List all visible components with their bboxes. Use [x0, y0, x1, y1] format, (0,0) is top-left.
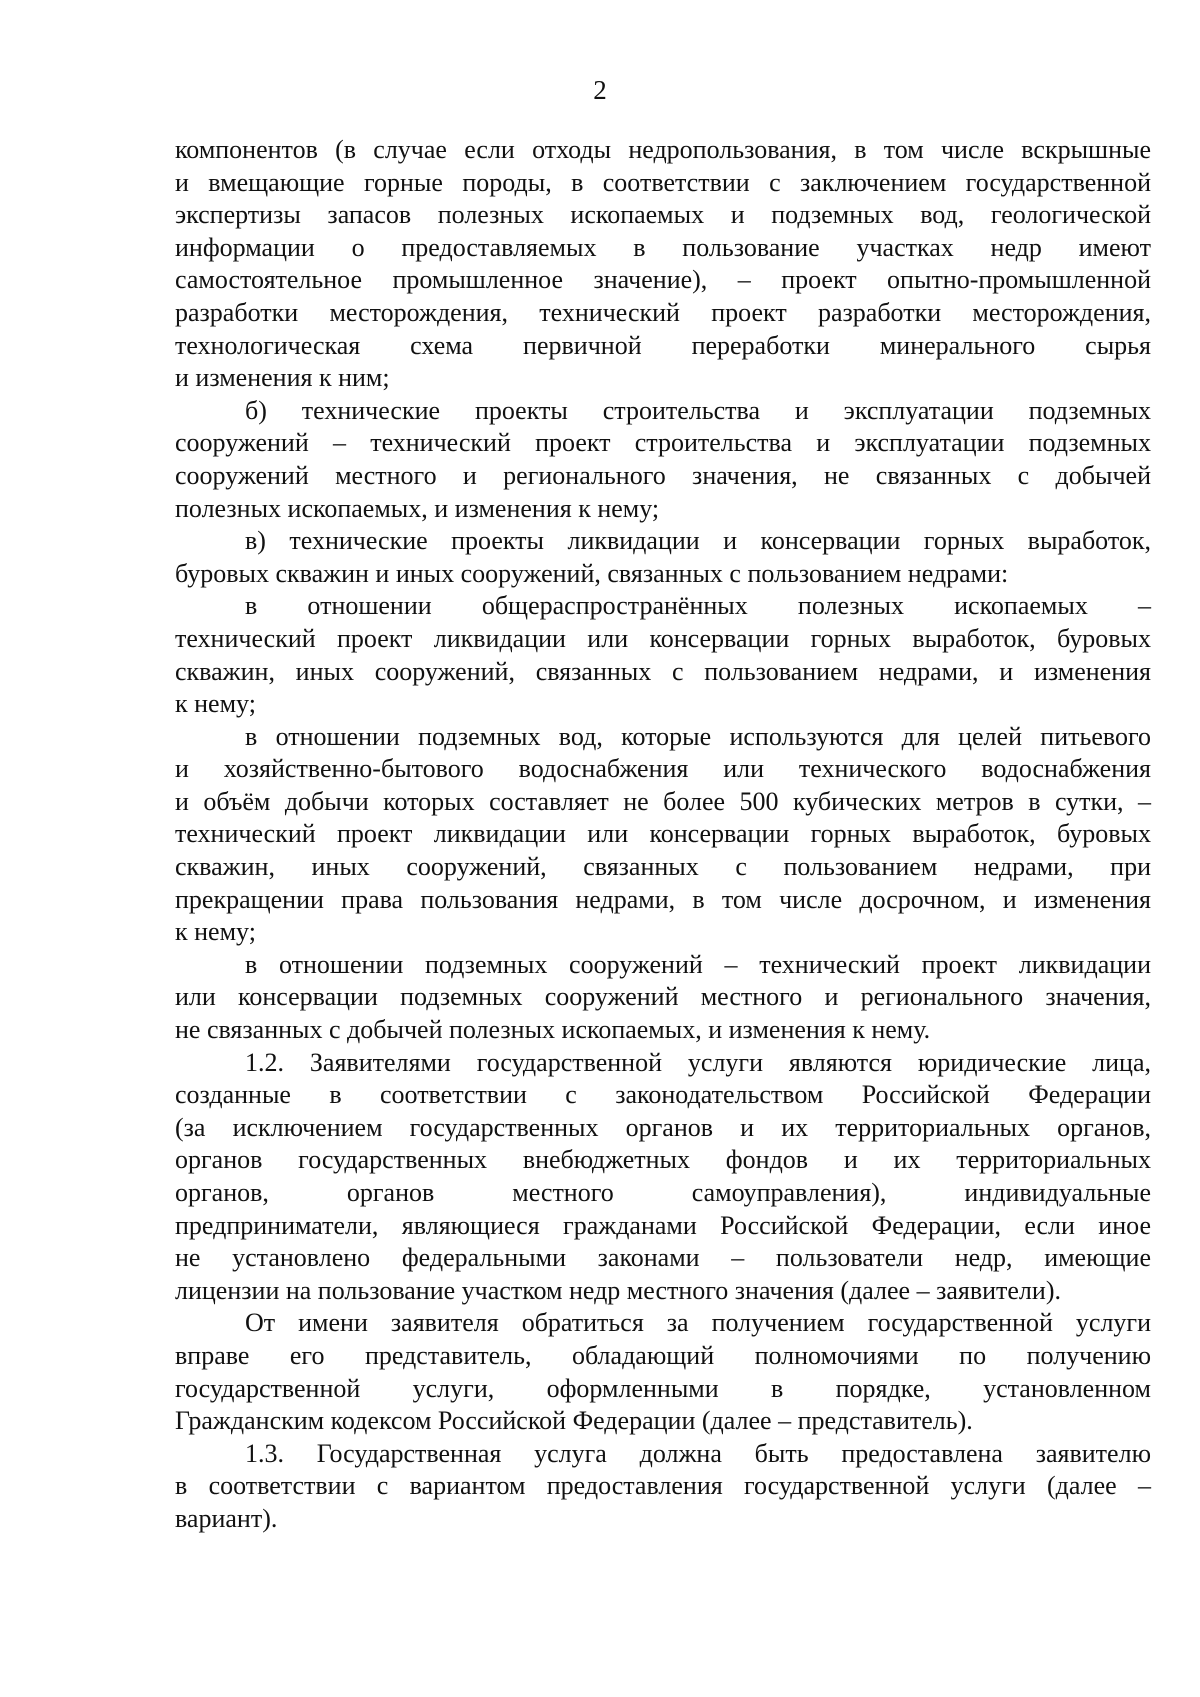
text-line: 1.3. Государственная услуга должна быть предоставлена заявителю — [245, 1438, 1151, 1468]
text-line: и вмещающие горные породы, в соответствии с заключением государственной — [175, 167, 1151, 197]
text-line: государственной услуги, оформленными в порядке, установленном — [175, 1373, 1151, 1403]
text-line: буровых скважин и иных сооружений, связанных с пользованием недрами: — [175, 558, 1009, 588]
text-line: (за исключением государственных органов и их территориальных органов, — [175, 1112, 1151, 1142]
text-line: созданные в соответствии с законодательством Российской Федерации — [175, 1080, 1151, 1110]
text-line: сооружений – технический проект строительства и эксплуатации подземных — [175, 428, 1151, 458]
paragraph — [175, 1047, 1151, 1308]
text-line: компонентов (в случае если отходы недропользования, в том числе вскрышные — [175, 135, 1151, 164]
text-line: экспертизы запасов полезных ископаемых и подземных вод, геологической — [175, 200, 1151, 230]
paragraph — [175, 590, 1151, 720]
text-line: не установлено федеральными законами – пользователи недр, имеющие — [175, 1243, 1151, 1273]
text-line: или консервации подземных сооружений местного и регионального значения, — [175, 982, 1151, 1012]
paragraph — [175, 1438, 1151, 1536]
paragraph — [175, 1307, 1151, 1437]
text-line: технологическая схема первичной переработки минерального сырья — [175, 330, 1151, 360]
document-body — [175, 134, 1151, 1536]
text-line: вправе его представитель, обладающий полномочиями по получению — [175, 1340, 1151, 1370]
text-line: скважин, иных сооружений, связанных с пользованием недрами, при — [175, 852, 1151, 882]
paragraph — [175, 525, 1151, 590]
paragraph — [175, 949, 1151, 1047]
text-line: к нему; — [175, 689, 256, 719]
text-line: и изменения к ним; — [175, 363, 390, 393]
text-line: в) технические проекты ликвидации и консервации горных выработок, — [245, 526, 1151, 556]
text-line: органов, органов местного самоуправления), индивидуальные — [175, 1178, 1151, 1207]
text-line: в отношении подземных сооружений – технический проект ликвидации — [245, 949, 1151, 979]
paragraph — [175, 134, 1151, 395]
text-line: информации о предоставляемых в пользование участках недр имеют — [175, 232, 1151, 262]
text-line: в отношении подземных вод, которые используются для целей питьевого — [245, 721, 1151, 751]
text-line: самостоятельное промышленное значение), – проект опытно-промышленной — [175, 265, 1151, 295]
text-line: не связанных с добычей полезных ископаемых, и изменения к нему. — [175, 1015, 931, 1045]
paragraph — [175, 395, 1151, 525]
text-line: прекращении права пользования недрами, в том числе досрочном, и изменения — [175, 884, 1151, 914]
text-line: технический проект ликвидации или консервации горных выработок, буровых — [175, 623, 1151, 653]
text-line: б) технические проекты строительства и эксплуатации подземных — [245, 395, 1151, 425]
text-line: полезных ископаемых, и изменения к нему; — [175, 493, 660, 523]
text-line: органов государственных внебюджетных фондов и их территориальных — [175, 1145, 1151, 1175]
paragraph — [175, 721, 1151, 949]
text-line: технический проект ликвидации или консервации горных выработок, буровых — [175, 819, 1151, 849]
text-line: От имени заявителя обратиться за получением государственной услуги — [245, 1308, 1151, 1338]
text-line: Гражданским кодексом Российской Федерации (далее – представитель). — [175, 1406, 973, 1436]
text-line: 1.2. Заявителями государственной услуги являются юридические лица, — [245, 1047, 1151, 1077]
text-line: предприниматели, являющиеся гражданами Российской Федерации, если иное — [175, 1210, 1151, 1240]
text-line: и хозяйственно-бытового водоснабжения или технического водоснабжения — [175, 754, 1151, 784]
text-line: и объём добычи которых составляет не более 500 кубических метров в сутки, – — [175, 786, 1151, 816]
text-line: в отношении общераспространённых полезных ископаемых – — [245, 591, 1151, 621]
text-line: скважин, иных сооружений, связанных с пользованием недрами, и изменения — [175, 656, 1151, 686]
text-line: разработки месторождения, технический проект разработки месторождения, — [175, 297, 1151, 327]
text-line: к нему; — [175, 917, 256, 947]
text-line: лицензии на пользование участком недр местного значения (далее – заявители). — [175, 1275, 1061, 1305]
text-line: в соответствии с вариантом предоставления государственной услуги (далее – — [175, 1471, 1151, 1501]
text-line: сооружений местного и регионального значения, не связанных с добычей — [175, 460, 1151, 490]
text-line: вариант). — [175, 1503, 278, 1533]
page-number: 2 — [593, 75, 607, 105]
